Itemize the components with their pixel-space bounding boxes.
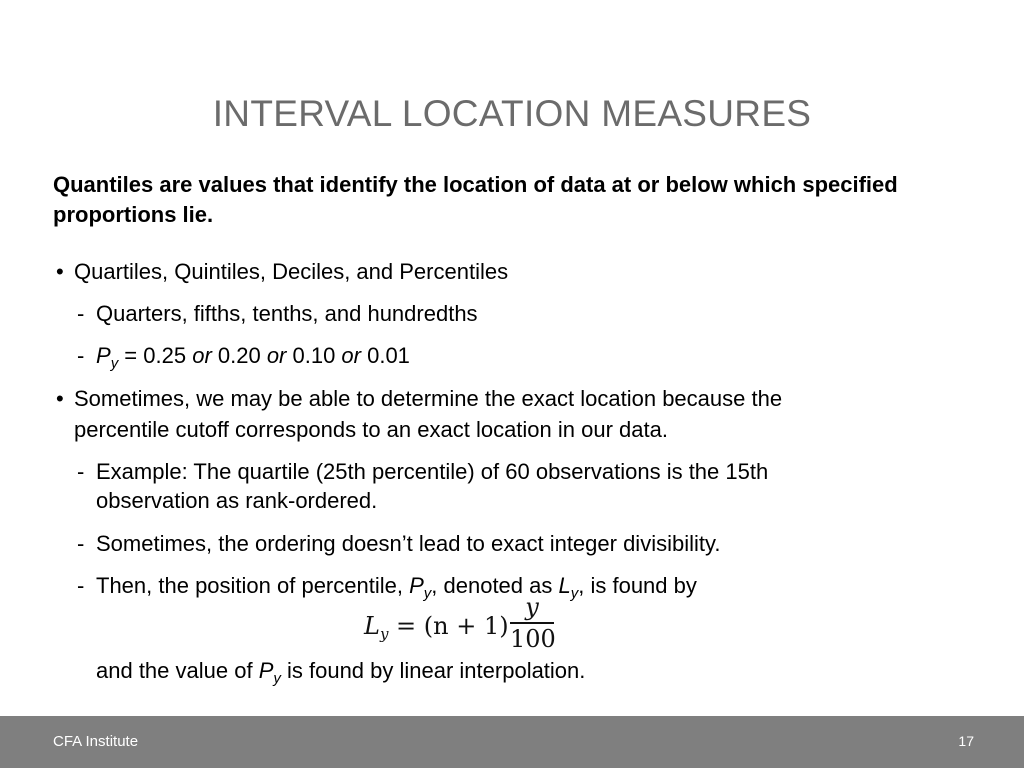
- formula-middle: = (n + 1): [388, 612, 509, 640]
- dash-marker: -: [77, 343, 85, 368]
- sub-bullet-py-values: $P_y = 0.25$ or 0.20 or 0.10 or 0.01: [96, 343, 410, 372]
- closing-statement: and the value of $P_y$ is found by linear interpolation.: [96, 658, 586, 687]
- sub-bullet-example-line2: observation as rank-ordered.: [96, 488, 378, 513]
- fraction-bar: [510, 622, 554, 624]
- dash-marker: -: [77, 531, 85, 556]
- sub-bullet-fractions: Quarters, fifths, tenths, and hundredths: [96, 301, 478, 326]
- footer-bar: [0, 716, 1024, 768]
- page-number: 17: [958, 733, 974, 749]
- bullet-exact-location-line1: Sometimes, we may be able to determine the exact location because the: [74, 386, 783, 411]
- sub-bullet-example-line1: Example: The quartile (25th percentile) of 60 observations is the 15th: [96, 459, 769, 484]
- slide-title: INTERVAL LOCATION MEASURES: [212, 93, 812, 134]
- bullet-marker: •: [56, 259, 64, 284]
- bullet-quantile-types: Quartiles, Quintiles, Deciles, and Percentiles: [74, 259, 509, 284]
- dash-marker: -: [77, 573, 85, 598]
- formula-lhs: L: [364, 612, 380, 640]
- formula-fraction: [510, 594, 554, 652]
- bullet-marker: •: [56, 386, 64, 411]
- formula-denominator: 100: [510, 625, 556, 653]
- sub-bullet-divisibility: Sometimes, the ordering doesn’t lead to exact integer divisibility.: [96, 531, 721, 556]
- dash-marker: -: [77, 459, 85, 484]
- formula-numerator: y: [525, 593, 539, 621]
- footer-brand: CFA Institute: [53, 733, 139, 750]
- dash-marker: -: [77, 301, 85, 326]
- bullet-exact-location-line2: percentile cutoff corresponds to an exact location in our data.: [74, 417, 668, 442]
- sub-bullet-position-formula-intro: Then, the position of percentile, $P_y$, denoted as $L_y$, is found by: [96, 573, 697, 602]
- intro-statement: Quantiles are values that identify the location of data at or below which specified proportions lie.: [53, 172, 898, 227]
